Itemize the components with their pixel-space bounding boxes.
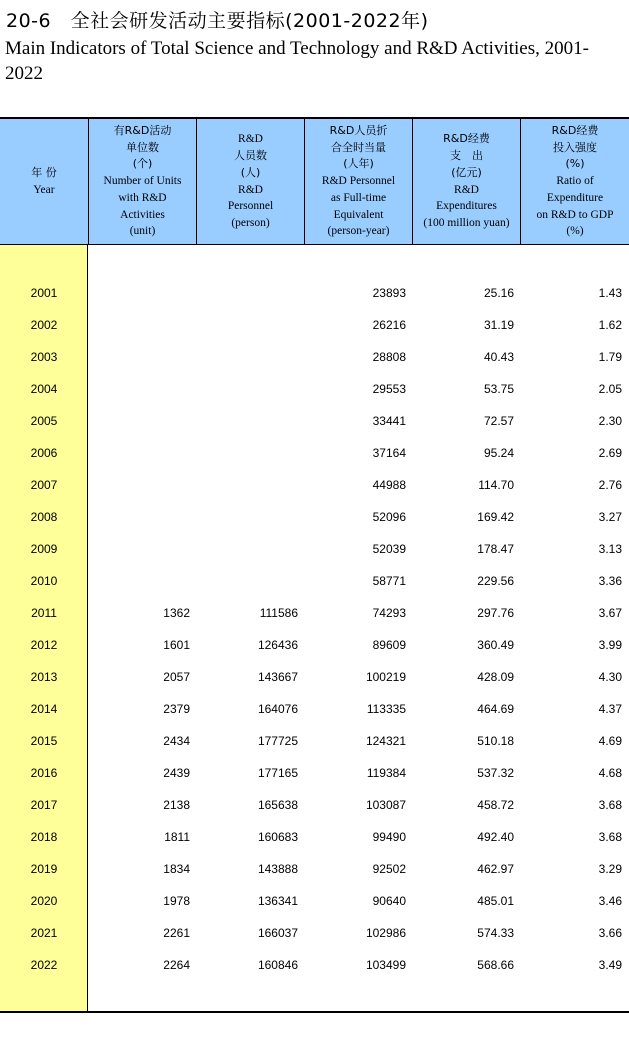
cell-year: 2007 — [30, 478, 58, 492]
cell-year: 2022 — [30, 958, 58, 972]
cell-expenditure: 428.09 — [477, 670, 514, 684]
cell-year: 2016 — [30, 766, 58, 780]
cell-fte: 29553 — [372, 382, 406, 396]
cell-personnel: 143888 — [257, 862, 298, 876]
table-row — [0, 821, 629, 853]
cell-expenditure: 574.33 — [477, 926, 514, 940]
cell-expenditure: 458.72 — [477, 798, 514, 812]
cell-fte: 92502 — [372, 862, 406, 876]
header-line: (person) — [231, 216, 270, 229]
cell-ratio: 1.62 — [598, 318, 622, 332]
cell-units: 2434 — [163, 734, 190, 748]
cell-fte: 113335 — [366, 702, 406, 716]
table-row — [0, 341, 629, 373]
cell-fte: 52039 — [372, 542, 406, 556]
cell-year: 2019 — [30, 862, 58, 876]
cell-fte: 99490 — [372, 830, 406, 844]
table-header — [0, 119, 629, 245]
cell-fte: 90640 — [372, 894, 406, 908]
header-line: R&D — [454, 183, 479, 196]
header-line: (100 million yuan) — [423, 216, 510, 229]
cell-expenditure: 568.66 — [477, 958, 514, 972]
cell-fte: 119384 — [366, 766, 406, 780]
table-row — [0, 309, 629, 341]
cell-year: 2003 — [30, 350, 58, 364]
table-row — [0, 629, 629, 661]
cell-year: 2018 — [30, 830, 58, 844]
header-line: R&D人员折 — [329, 124, 388, 138]
cell-ratio: 1.79 — [598, 350, 622, 364]
table-row — [0, 373, 629, 405]
cell-expenditure: 229.56 — [477, 574, 514, 588]
table-row — [0, 949, 629, 981]
header-line: Personnel — [227, 200, 274, 213]
cell-ratio: 3.67 — [598, 606, 622, 620]
cell-fte: 100219 — [365, 670, 406, 684]
header-line: Activities — [120, 208, 165, 221]
table-row — [0, 917, 629, 949]
table-row — [0, 405, 629, 437]
cell-units: 2439 — [163, 766, 190, 780]
cell-expenditure: 297.76 — [477, 606, 514, 620]
table-row — [0, 469, 629, 501]
cell-units: 2379 — [163, 702, 190, 716]
cell-expenditure: 72.57 — [483, 414, 514, 428]
cell-year: 2008 — [30, 510, 58, 524]
cell-personnel: 166037 — [257, 926, 298, 940]
cell-year: 2014 — [30, 702, 58, 716]
cell-ratio: 3.49 — [598, 958, 622, 972]
cell-personnel: 165638 — [257, 798, 298, 812]
cell-expenditure: 492.40 — [477, 830, 514, 844]
cell-ratio: 3.46 — [598, 894, 622, 908]
table-row — [0, 501, 629, 533]
header-line: R&D — [238, 183, 263, 196]
table-row — [0, 437, 629, 469]
cell-ratio: 4.30 — [598, 670, 622, 684]
table-row — [0, 597, 629, 629]
header-year — [0, 119, 89, 244]
cell-year: 2006 — [30, 446, 58, 460]
cell-expenditure: 114.70 — [478, 478, 514, 492]
cell-units: 2138 — [163, 798, 190, 812]
cell-units: 2264 — [163, 958, 190, 972]
cell-ratio: 3.13 — [598, 542, 622, 556]
cell-ratio: 3.36 — [598, 574, 622, 588]
cell-expenditure: 485.01 — [477, 894, 514, 908]
cell-ratio: 2.30 — [598, 414, 622, 428]
cell-fte: 28808 — [372, 350, 406, 364]
cell-fte: 89609 — [372, 638, 406, 652]
cell-expenditure: 40.43 — [483, 350, 514, 364]
table-row — [0, 757, 629, 789]
cell-year: 2002 — [30, 318, 58, 332]
header-line: 投入强度 — [553, 140, 597, 154]
header-line: with R&D — [118, 191, 167, 204]
cell-ratio: 4.68 — [598, 766, 622, 780]
cell-personnel: 111586 — [259, 606, 298, 620]
header-line: 支 出 — [450, 149, 483, 163]
table-row — [0, 853, 629, 885]
cell-year: 2012 — [30, 638, 58, 652]
cell-fte: 58771 — [372, 574, 406, 588]
cell-fte: 103087 — [365, 798, 406, 812]
cell-fte: 37164 — [372, 446, 406, 460]
cell-ratio: 3.27 — [598, 510, 622, 524]
header-line: (人年) — [343, 157, 374, 171]
cell-units: 2261 — [163, 926, 190, 940]
header-line: (%) — [566, 225, 584, 238]
cell-ratio: 3.29 — [598, 862, 622, 876]
table-row — [0, 885, 629, 917]
header-line: (个) — [132, 157, 153, 171]
cell-ratio: 3.68 — [598, 830, 622, 844]
cell-fte: 124321 — [365, 734, 406, 748]
cell-ratio: 4.37 — [598, 702, 622, 716]
header-line: (unit) — [129, 225, 156, 238]
cell-units: 1601 — [163, 638, 190, 652]
cell-year: 2009 — [30, 542, 58, 556]
header-fte — [305, 119, 413, 244]
cell-fte: 103499 — [365, 958, 406, 972]
cell-expenditure: 25.16 — [483, 286, 514, 300]
cell-ratio: 4.69 — [598, 734, 622, 748]
cell-expenditure: 464.69 — [477, 702, 514, 716]
header-line: 合全时当量 — [331, 140, 386, 154]
header-line: Expenditures — [436, 200, 497, 213]
cell-units: 1362 — [163, 606, 190, 620]
table-row — [0, 277, 629, 309]
table-row — [0, 789, 629, 821]
cell-personnel: 160846 — [257, 958, 298, 972]
cell-ratio: 2.76 — [598, 478, 622, 492]
cell-expenditure: 53.75 — [483, 382, 514, 396]
cell-ratio: 2.05 — [598, 382, 622, 396]
header-line: R&D — [238, 133, 263, 146]
header-line: 单位数 — [126, 140, 159, 154]
cell-ratio: 3.68 — [598, 798, 622, 812]
header-line: Number of Units — [103, 175, 182, 188]
header-line: as Full-time — [330, 191, 387, 204]
cell-fte: 23893 — [372, 286, 406, 300]
table-row — [0, 693, 629, 725]
cell-year: 2010 — [30, 574, 58, 588]
cell-personnel: 177725 — [257, 734, 298, 748]
header-line: on R&D to GDP — [536, 208, 614, 221]
cell-year: 2004 — [30, 382, 58, 396]
header-line: Ratio of — [556, 175, 594, 188]
header-personnel — [197, 119, 305, 244]
table-bottom-rule — [0, 1011, 629, 1013]
cell-ratio: 3.66 — [598, 926, 622, 940]
table-row — [0, 725, 629, 757]
cell-expenditure: 169.42 — [477, 510, 514, 524]
cell-expenditure: 537.32 — [477, 766, 514, 780]
cell-fte: 26216 — [372, 318, 406, 332]
cell-year: 2011 — [31, 606, 57, 620]
header-expenditure — [413, 119, 521, 244]
cell-personnel: 136341 — [257, 894, 298, 908]
table-row — [0, 565, 629, 597]
cell-units: 2057 — [163, 670, 190, 684]
table-title-english: Main Indicators of Total Science and Technology and R&D Activities, 2001-2022 — [5, 38, 589, 84]
header-line: 年 份 — [31, 165, 57, 179]
header-line: 人员数 — [233, 149, 267, 163]
table-title-chinese: 20-6 全社会研发活动主要指标(2001-2022年) — [6, 10, 429, 32]
cell-fte: 33441 — [372, 414, 406, 428]
cell-year: 2013 — [30, 670, 58, 684]
header-line: R&D Personnel — [321, 175, 396, 188]
cell-year: 2021 — [30, 926, 58, 940]
cell-fte: 44988 — [372, 478, 406, 492]
cell-expenditure: 178.47 — [477, 542, 514, 556]
cell-personnel: 164076 — [257, 702, 298, 716]
cell-expenditure: 360.49 — [477, 638, 514, 652]
header-units — [89, 119, 197, 244]
cell-fte: 102986 — [365, 926, 406, 940]
header-line: Expenditure — [546, 191, 604, 204]
cell-expenditure: 31.19 — [483, 318, 514, 332]
header-line: Year — [33, 183, 55, 196]
header-line: 有R&D活动 — [113, 124, 172, 138]
table-row — [0, 661, 629, 693]
header-line: R&D经费 — [443, 132, 490, 146]
cell-personnel: 177165 — [257, 766, 298, 780]
cell-year: 2005 — [30, 414, 58, 428]
header-line: Equivalent — [333, 208, 384, 221]
cell-year: 2001 — [30, 286, 58, 300]
cell-units: 1834 — [163, 862, 190, 876]
header-line: R&D经费 — [551, 124, 599, 138]
cell-personnel: 143667 — [257, 670, 298, 684]
cell-year: 2015 — [30, 734, 58, 748]
cell-ratio: 2.69 — [598, 446, 622, 460]
cell-units: 1811 — [164, 830, 190, 844]
header-line: (person-year) — [327, 225, 390, 238]
header-line: (人) — [240, 165, 261, 179]
header-ratio — [521, 119, 629, 244]
cell-fte: 52096 — [372, 510, 406, 524]
cell-expenditure: 462.97 — [477, 862, 514, 876]
cell-expenditure: 510.18 — [477, 734, 514, 748]
cell-ratio: 1.43 — [598, 286, 622, 300]
cell-ratio: 3.99 — [598, 638, 622, 652]
cell-units: 1978 — [163, 894, 190, 908]
table-row — [0, 533, 629, 565]
cell-year: 2017 — [30, 798, 58, 812]
cell-fte: 74293 — [372, 606, 406, 620]
header-line: (%) — [565, 157, 585, 171]
cell-expenditure: 95.24 — [483, 446, 514, 460]
header-line: (亿元) — [451, 165, 482, 179]
cell-personnel: 126436 — [257, 638, 298, 652]
cell-year: 2020 — [30, 894, 58, 908]
table-body — [0, 277, 629, 981]
cell-personnel: 160683 — [257, 830, 298, 844]
